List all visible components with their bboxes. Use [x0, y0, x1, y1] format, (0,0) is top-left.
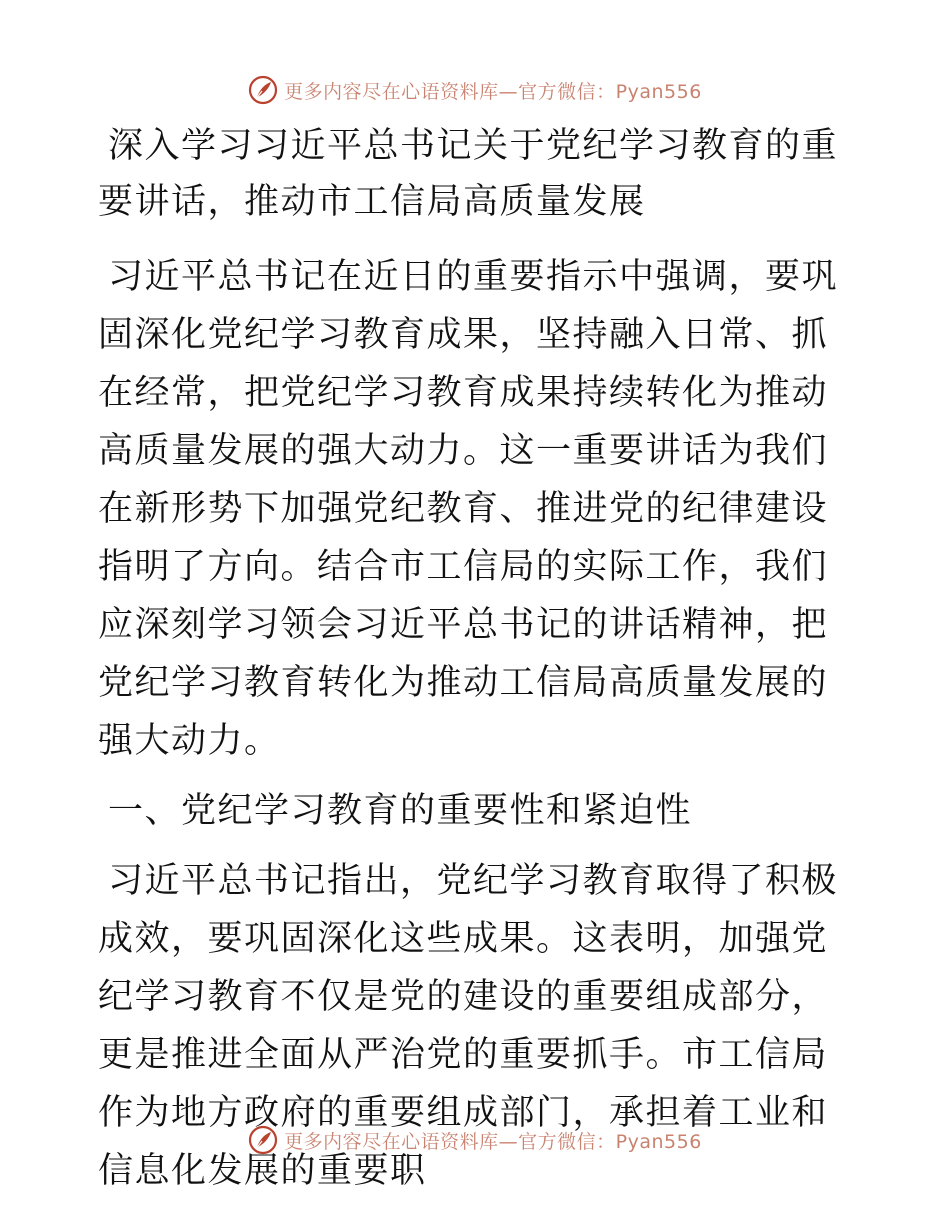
- paragraph: 习近平总书记在近日的重要指示中强调，要巩固深化党纪学习教育成果，坚持融入日常、抓在经常，把党纪学习教育成果持续转化为推动高质量发展的强大动力。这一重要讲话为我们在新形势下加强党纪教育、推进党的纪律建设指明了方向。结合市工信局的实际工作，我们应深刻学习领会习近平总书记的讲话精神，把党纪学习教育转化为推动工信局高质量发展的强大动力。: [98, 257, 839, 761]
- watermark-text: 更多内容尽在心语资料库—官方微信：Pyan556: [284, 80, 702, 103]
- header-watermark-banner: [0, 70, 950, 110]
- footer-watermark-banner: [0, 1120, 950, 1160]
- feather-quill-logo-icon: [248, 75, 278, 105]
- watermark-text: 更多内容尽在心语资料库—官方微信：Pyan556: [284, 1130, 702, 1153]
- section-heading: 一、党纪学习教育的重要性和紧迫性: [108, 791, 693, 831]
- document-body: [98, 118, 858, 1200]
- paragraph: 习近平总书记指出，党纪学习教育取得了积极成效，要巩固深化这些成果。这表明，加强党纪学习教育不仅是党的建设的重要组成部分，更是推进全面从严治党的重要抓手。市工信局作为地方政府的重要组成部门，承担着工业和信息化发展的重要职: [98, 861, 839, 1191]
- feather-quill-logo-icon: [248, 1125, 278, 1155]
- document-title: 深入学习习近平总书记关于党纪学习教育的重要讲话，推动市工信局高质量发展: [98, 126, 839, 222]
